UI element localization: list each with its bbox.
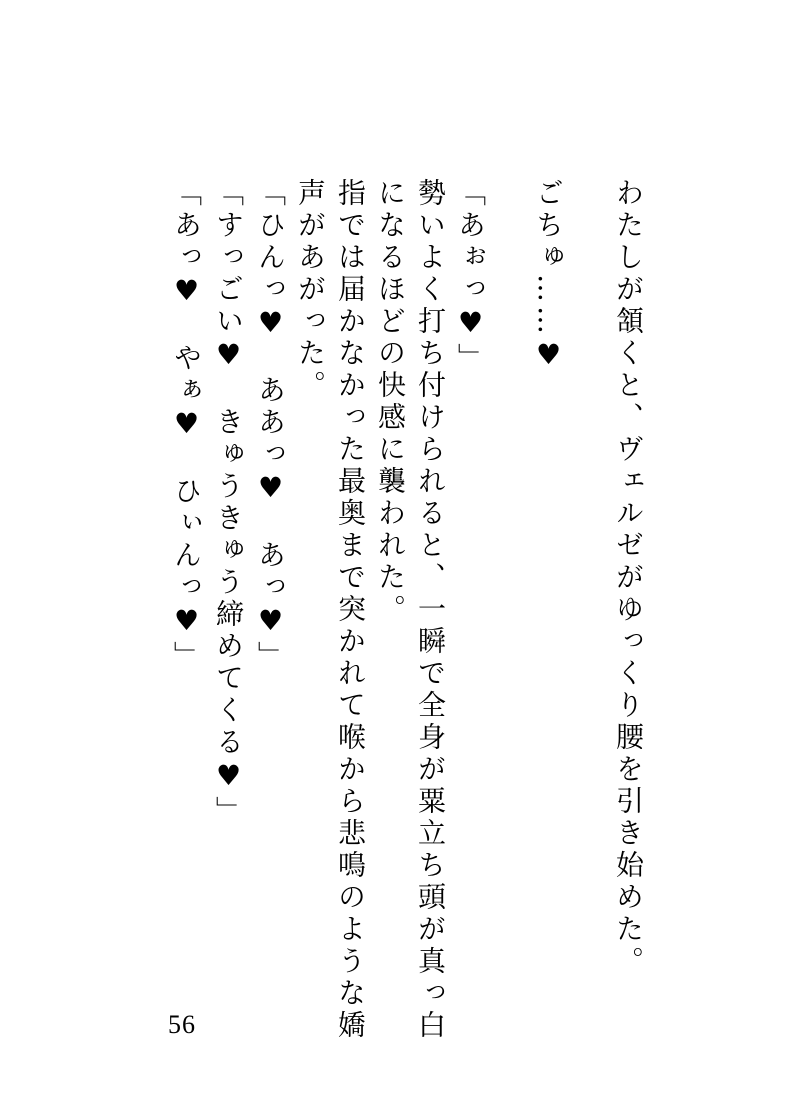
narration-line: わたしが頷くと、ヴェルゼがゆっくり腰を引き始めた。 (612, 178, 645, 978)
narration-line: になるほどの快感に襲われた。 (374, 178, 407, 626)
dialogue-line: 「あぉっ♥」 (454, 178, 487, 375)
dialogue-line: 「ひんっ♥ ああっ♥ あっ♥」 (254, 178, 287, 673)
narration-line: 指では届かなかった最奥まで突かれて喉から悲鳴のような嬌 (334, 178, 367, 1042)
page-number: 56 (168, 1010, 196, 1039)
dialogue-line: 「すっごい♥ きゅうきゅう締めてくる♥」 (212, 178, 245, 828)
dialogue-line: 「あっ♥ やぁ♥ ひぃんっ♥」 (170, 178, 203, 673)
narration-line: 勢いよく打ち付けられると、一瞬で全身が粟立ち頭が真っ白 (414, 178, 447, 1042)
narration-line: 声があがった。 (294, 178, 327, 402)
sound-effect-line: ごちゅ……♥ (532, 178, 565, 375)
